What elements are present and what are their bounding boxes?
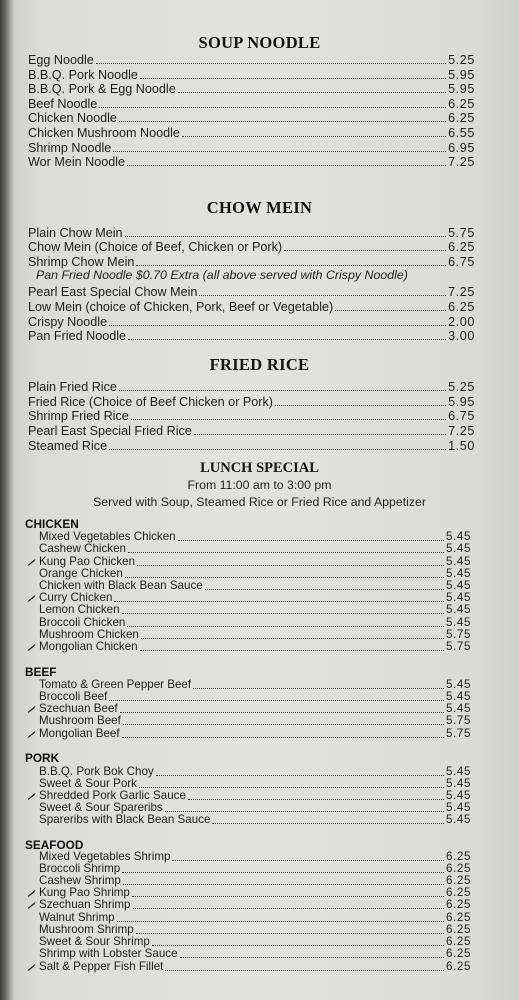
menu-item xyxy=(28,329,475,343)
menu-item xyxy=(28,111,475,125)
dot-leader xyxy=(212,814,444,824)
item-name: Fried Rice (Choice of Beef Chicken or Pork) xyxy=(28,395,273,409)
item-price: 5.95 xyxy=(448,82,475,96)
dot-leader xyxy=(188,790,444,800)
item-price: 5.75 xyxy=(446,714,471,727)
dot-leader xyxy=(182,126,446,137)
dot-leader xyxy=(172,851,444,861)
item-name: Shrimp Noodle xyxy=(28,141,112,155)
item-name: Plain Chow Mein xyxy=(28,226,123,240)
menu-item xyxy=(39,899,471,911)
item-price: 5.75 xyxy=(446,628,471,641)
soup-noodle-heading: SOUP NOODLE xyxy=(198,33,321,52)
item-name: Pearl East Special Chow Mein xyxy=(28,285,198,299)
menu-item xyxy=(28,395,475,409)
dot-leader xyxy=(140,68,446,79)
dot-leader xyxy=(140,641,444,651)
item-name: Chicken Mushroom Noodle xyxy=(28,126,180,140)
item-price: 1.50 xyxy=(448,439,475,453)
item-price: 5.45 xyxy=(446,603,471,616)
item-price: 5.25 xyxy=(448,380,475,394)
item-price: 6.25 xyxy=(446,850,471,863)
item-name: Salt & Pepper Fish Fillet xyxy=(39,960,164,973)
dot-leader xyxy=(152,936,444,946)
item-name: Sweet & Sour Pork xyxy=(39,777,137,790)
item-name: Mixed Vegetables Shrimp xyxy=(39,850,171,863)
menu-item xyxy=(28,240,475,254)
item-name: Orange Chicken xyxy=(39,567,123,580)
dot-leader xyxy=(275,395,446,406)
item-price: 5.75 xyxy=(448,226,475,240)
pork-category: PORK xyxy=(25,751,60,765)
item-name: Sweet & Sour Shrimp xyxy=(39,935,150,948)
item-price: 5.45 xyxy=(446,579,471,592)
item-price: 5.45 xyxy=(446,777,471,790)
item-name: Spareribs with Black Bean Sauce xyxy=(39,813,211,826)
item-price: 5.45 xyxy=(446,555,471,568)
item-price: 6.25 xyxy=(446,911,471,924)
menu-item xyxy=(28,97,475,111)
chicken-category: CHICKEN xyxy=(25,517,79,531)
item-price: 5.45 xyxy=(446,591,471,604)
item-price: 6.55 xyxy=(448,126,475,140)
menu-item xyxy=(28,255,475,269)
dot-leader xyxy=(165,802,444,812)
dot-leader xyxy=(193,679,444,689)
menu-item xyxy=(28,126,475,140)
menu-item xyxy=(39,814,471,826)
item-name: Kung Pao Shrimp xyxy=(39,886,130,899)
dot-leader xyxy=(180,948,444,958)
dot-leader xyxy=(178,82,446,93)
lunch-special-heading: LUNCH SPECIAL xyxy=(200,460,319,476)
menu-item xyxy=(28,424,475,438)
menu-item xyxy=(39,728,471,740)
item-price: 6.25 xyxy=(446,960,471,973)
menu-item xyxy=(28,315,475,329)
dot-leader xyxy=(205,580,444,590)
item-price: 6.25 xyxy=(448,97,475,111)
dot-leader xyxy=(127,617,444,627)
pan-fried-note: Pan Fried Noodle $0.70 Extra (all above served with Crispy Noodle) xyxy=(36,268,408,282)
dot-leader xyxy=(109,691,444,701)
item-price: 2.00 xyxy=(448,315,475,329)
item-price: 5.45 xyxy=(446,678,471,691)
pepper-icon xyxy=(27,889,36,897)
item-price: 5.45 xyxy=(446,690,471,703)
dot-leader xyxy=(136,255,446,266)
item-name: Lemon Chicken xyxy=(39,603,120,616)
dot-leader xyxy=(117,912,444,922)
item-price: 7.25 xyxy=(448,155,475,169)
item-price: 6.25 xyxy=(446,898,471,911)
item-name: Low Mein (choice of Chicken, Pork, Beef or Vegetable) xyxy=(28,300,334,314)
item-name: Steamed Rice xyxy=(28,439,108,453)
beef-category: BEEF xyxy=(25,665,57,679)
item-price: 6.25 xyxy=(446,874,471,887)
item-name: Cashew Chicken xyxy=(39,542,126,555)
dot-leader xyxy=(132,887,444,897)
dot-leader xyxy=(133,899,445,909)
item-name: Mixed Vegetables Chicken xyxy=(39,530,176,543)
dot-leader xyxy=(137,556,444,566)
dot-leader xyxy=(114,592,444,602)
item-price: 5.45 xyxy=(446,567,471,580)
item-name: Shrimp with Lobster Sauce xyxy=(39,947,178,960)
dot-leader xyxy=(194,424,446,435)
item-price: 7.25 xyxy=(448,285,475,299)
item-name: Tomato & Green Pepper Beef xyxy=(39,678,192,691)
item-name: Wor Mein Noodle xyxy=(28,155,126,169)
dot-leader xyxy=(178,531,444,541)
item-price: 6.25 xyxy=(448,240,475,254)
item-name: Sweet & Sour Spareribs xyxy=(39,801,163,814)
dot-leader xyxy=(128,543,444,553)
menu-item xyxy=(28,82,475,96)
dot-leader xyxy=(125,226,447,237)
item-price: 6.95 xyxy=(448,141,475,155)
item-name: Broccoli Chicken xyxy=(39,616,126,629)
item-name: Egg Noodle xyxy=(28,53,94,67)
menu-item xyxy=(28,141,475,155)
pepper-icon xyxy=(27,730,36,738)
item-name: Beef Noodle xyxy=(28,97,98,111)
menu-item xyxy=(39,948,471,960)
item-price: 5.45 xyxy=(446,765,471,778)
dot-leader xyxy=(127,155,446,166)
item-price: 5.95 xyxy=(448,68,475,82)
item-price: 6.25 xyxy=(446,862,471,875)
item-name: Crispy Noodle xyxy=(28,315,108,329)
menu-item xyxy=(28,300,475,314)
item-name: Mushroom Chicken xyxy=(39,628,139,641)
menu-item xyxy=(28,226,475,240)
pepper-icon xyxy=(27,901,36,909)
item-price: 5.45 xyxy=(446,530,471,543)
item-price: 5.95 xyxy=(448,395,475,409)
item-price: 5.45 xyxy=(446,801,471,814)
pepper-icon xyxy=(27,963,36,971)
item-name: Shrimp Fried Rice xyxy=(28,409,129,423)
item-price: 5.45 xyxy=(446,789,471,802)
item-name: Szechuan Shrimp xyxy=(39,898,131,911)
dot-leader xyxy=(109,439,446,450)
menu-item xyxy=(39,604,471,616)
menu-item xyxy=(28,68,475,82)
item-price: 6.75 xyxy=(448,255,475,269)
menu-item xyxy=(28,439,475,453)
item-price: 6.25 xyxy=(448,300,475,314)
dot-leader xyxy=(96,53,446,64)
item-name: Pan Fried Noodle xyxy=(28,329,127,343)
menu-item xyxy=(28,155,475,169)
item-name: Kung Pao Chicken xyxy=(39,555,136,568)
item-name: Pearl East Special Fried Rice xyxy=(28,424,192,438)
lunch-hours: From 11:00 am to 3:00 pm xyxy=(187,478,332,492)
lunch-served-with: Served with Soup, Steamed Rice or Fried Rice and Appetizer xyxy=(93,495,426,509)
item-price: 5.75 xyxy=(446,640,471,653)
item-name: Mushroom Shrimp xyxy=(39,923,134,936)
dot-leader xyxy=(109,315,446,326)
item-name: Chicken Noodle xyxy=(28,111,117,125)
item-name: Shredded Pork Garlic Sauce xyxy=(39,789,186,802)
item-price: 5.45 xyxy=(446,702,471,715)
item-name: Chicken with Black Bean Sauce xyxy=(39,579,203,592)
menu-item xyxy=(28,53,475,67)
dot-leader xyxy=(120,703,444,713)
seafood-category: SEAFOOD xyxy=(25,838,84,852)
item-name: Walnut Shrimp xyxy=(39,911,115,924)
item-price: 6.25 xyxy=(446,935,471,948)
item-name: Cashew Shrimp xyxy=(39,874,121,887)
item-price: 7.25 xyxy=(448,424,475,438)
item-name: Chow Mein (Choice of Beef, Chicken or Pork) xyxy=(28,240,283,254)
dot-leader xyxy=(335,300,446,311)
item-price: 3.00 xyxy=(448,329,475,343)
item-price: 5.25 xyxy=(448,53,475,67)
item-name: B.B.Q. Pork Noodle xyxy=(28,68,138,82)
item-price: 5.45 xyxy=(446,616,471,629)
dot-leader xyxy=(122,728,444,738)
item-name: Broccoli Beef xyxy=(39,690,108,703)
dot-leader xyxy=(165,961,444,971)
item-price: 5.75 xyxy=(446,727,471,740)
item-name: Curry Chicken xyxy=(39,591,113,604)
dot-leader xyxy=(122,863,444,873)
pepper-icon xyxy=(27,792,36,800)
item-name: Plain Fried Rice xyxy=(28,380,117,394)
menu-item xyxy=(39,715,471,727)
menu-item xyxy=(28,409,475,423)
item-price: 6.25 xyxy=(446,947,471,960)
item-name: Szechuan Beef xyxy=(39,702,118,715)
pepper-icon xyxy=(27,594,36,602)
menu-item xyxy=(28,285,475,299)
item-price: 5.45 xyxy=(446,542,471,555)
dot-leader xyxy=(99,97,446,108)
dot-leader xyxy=(125,568,444,578)
dot-leader xyxy=(128,329,446,340)
pepper-icon xyxy=(27,643,36,651)
menu-item xyxy=(39,641,471,653)
pepper-icon xyxy=(27,558,36,566)
menu-item xyxy=(39,543,471,555)
item-price: 6.25 xyxy=(446,923,471,936)
item-name: B.B.Q. Pork & Egg Noodle xyxy=(28,82,176,96)
dot-leader xyxy=(136,924,444,934)
dot-leader xyxy=(141,629,444,639)
dot-leader xyxy=(199,285,446,296)
dot-leader xyxy=(123,715,444,725)
item-price: 6.75 xyxy=(448,409,475,423)
item-name: Mushroom Beef xyxy=(39,714,121,727)
dot-leader xyxy=(284,240,446,251)
item-name: Shrimp Chow Mein xyxy=(28,255,135,269)
dot-leader xyxy=(123,875,444,885)
dot-leader xyxy=(122,604,444,614)
menu-item xyxy=(28,380,475,394)
item-name: Mongolian Beef xyxy=(39,727,120,740)
item-name: Broccoli Shrimp xyxy=(39,862,121,875)
pepper-icon xyxy=(27,705,36,713)
dot-leader xyxy=(119,380,446,391)
menu-item xyxy=(39,961,471,973)
dot-leader xyxy=(139,778,444,788)
item-price: 6.25 xyxy=(446,886,471,899)
chow-mein-heading: CHOW MEIN xyxy=(206,198,313,217)
item-price: 6.25 xyxy=(448,111,475,125)
dot-leader xyxy=(131,409,446,420)
item-name: B.B.Q. Pork Bok Choy xyxy=(39,765,154,778)
item-price: 5.45 xyxy=(446,813,471,826)
item-name: Mongolian Chicken xyxy=(39,640,138,653)
dot-leader xyxy=(119,111,446,122)
fried-rice-heading: FRIED RICE xyxy=(209,355,310,374)
dot-leader xyxy=(113,141,446,152)
dot-leader xyxy=(156,766,444,776)
